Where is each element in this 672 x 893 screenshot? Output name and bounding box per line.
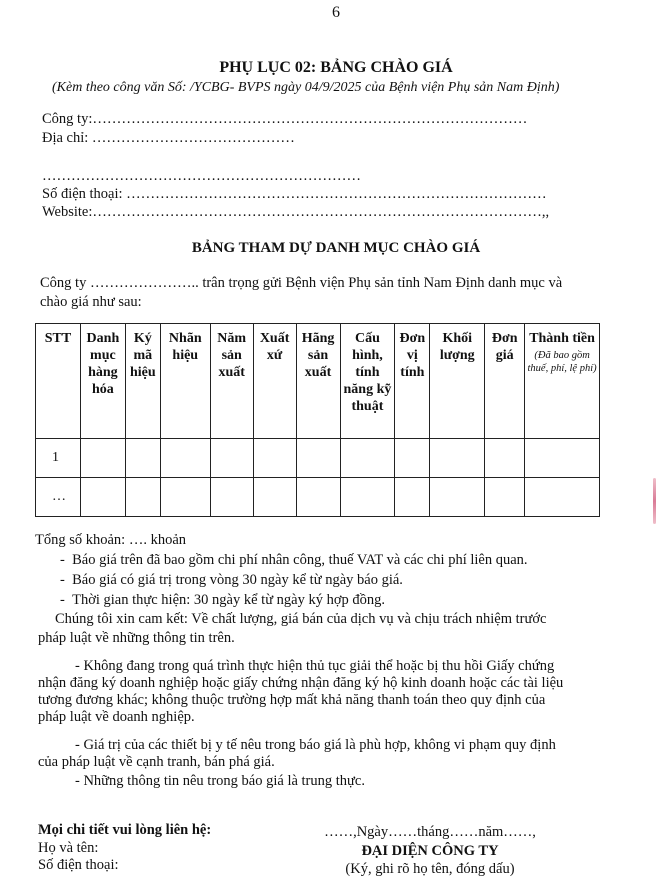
summary-bullet: - Báo giá trên đã bao gồm chi phí nhân công, thuế VAT và các chi phí liên quan.	[60, 552, 528, 568]
commitment-paragraph: pháp luật về doanh nghiệp.	[38, 709, 195, 725]
table-cell	[80, 478, 125, 517]
header-nhan-hieu: Nhãn hiệu	[160, 324, 210, 439]
table-cell	[395, 439, 430, 478]
commitment-intro-cont: pháp luật về những thông tin trên.	[38, 630, 235, 646]
pen-mark-decoration	[653, 478, 656, 524]
address-field: Địa chỉ: ……………………………………	[42, 130, 295, 146]
header-thanh-tien-label: Thành tiền	[529, 331, 595, 346]
commitment-paragraph: - Không đang trong quá trình thực hiện thủ tục giải thể hoặc bị thu hồi Giấy chứng	[75, 658, 555, 674]
signature-representative: ĐẠI DIỆN CÔNG TY	[361, 843, 499, 859]
table-cell	[160, 439, 210, 478]
contact-phone: Số điện thoại:	[38, 857, 119, 873]
summary-bullet-text: Báo giá có giá trị trong vòng 30 ngày kể từ ngày báo giá.	[72, 572, 403, 588]
summary-bullet: - Thời gian thực hiện: 30 ngày kể từ ngày ký hợp đồng.	[60, 592, 386, 608]
contact-name: Họ và tên:	[38, 840, 99, 856]
address-continuation: …………………………………………………………	[42, 168, 361, 184]
header-khoi-luong: Khối lượng	[430, 324, 485, 439]
phone-field: Số điện thoại: ……………………………………………………………………………	[42, 186, 547, 202]
section-title: BẢNG THAM DỰ DANH MỤC CHÀO GIÁ	[191, 240, 481, 256]
header-thanh-tien-note: (Đã bao gồm thuế, phí, lệ phí)	[527, 350, 597, 374]
table-cell	[210, 478, 253, 517]
header-don-gia: Đơn giá	[485, 324, 525, 439]
commitment-paragraph: nhận đăng ký doanh nghiệp hoặc giấy chứng nhận đăng ký hộ kinh doanh hoặc các tài liệu	[38, 675, 564, 691]
row-stt: …	[36, 478, 81, 517]
commitment-paragraph: của pháp luật về cạnh tranh, bán phá giá.	[38, 754, 275, 770]
page-subtitle: (Kèm theo công văn Số: /YCBG- BVPS ngày 04/9/2025 của Bệnh viện Phụ sản Nam Định)	[52, 80, 560, 95]
commitment-paragraph: - Những thông tin nêu trong báo giá là trung thực.	[75, 773, 365, 789]
commitment-intro: Chúng tôi xin cam kết: Về chất lượng, giá bán của dịch vụ và chịu trách nhiệm trước	[55, 611, 547, 627]
header-stt: STT	[36, 324, 81, 439]
contact-heading: Mọi chi tiết vui lòng liên hệ:	[38, 822, 212, 838]
header-don-vi-tinh: Đơn vị tính	[395, 324, 430, 439]
total-items: Tổng số khoản: …. khoản	[35, 532, 187, 548]
table-cell	[253, 478, 296, 517]
table-cell	[430, 478, 485, 517]
table-cell	[160, 478, 210, 517]
table-cell	[296, 439, 340, 478]
header-cau-hinh: Cấu hình, tính năng kỹ thuật	[340, 324, 395, 439]
table-cell	[125, 439, 160, 478]
table-cell	[253, 439, 296, 478]
header-danh-muc: Danh mục hàng hóa	[80, 324, 125, 439]
table-cell	[525, 439, 600, 478]
table-cell	[430, 439, 485, 478]
summary-bullet: - Báo giá có giá trị trong vòng 30 ngày kể từ ngày báo giá.	[60, 572, 403, 588]
row-stt: 1	[36, 439, 81, 478]
header-xuat-xu: Xuất xứ	[253, 324, 296, 439]
header-nam-san-xuat: Năm sản xuất	[210, 324, 253, 439]
table-cell	[485, 478, 525, 517]
table-row	[36, 439, 600, 478]
page-number: 6	[332, 4, 340, 21]
commitment-paragraph: tương đương khác; không thuộc trường hợp mất khả năng thanh toán theo quy định của	[38, 692, 546, 708]
commitment-paragraph: - Giá trị của các thiết bị y tế nêu trong báo giá là phù hợp, không vi phạm quy định	[75, 737, 556, 753]
table-cell	[485, 439, 525, 478]
quote-table	[35, 323, 600, 517]
summary-bullet-text: Thời gian thực hiện: 30 ngày kể từ ngày ký hợp đồng.	[72, 592, 386, 608]
website-field: Website:…………………………………………………………………………………,,	[42, 204, 550, 220]
header-thanh-tien	[525, 324, 600, 439]
header-ky-ma-hieu: Ký mã hiệu	[125, 324, 160, 439]
table-header-row	[36, 324, 600, 439]
company-field: Công ty:………………………………………………………………………………	[42, 111, 528, 127]
table-cell	[340, 439, 395, 478]
header-hang-san-xuat: Hãng sản xuất	[296, 324, 340, 439]
table-cell	[125, 478, 160, 517]
intro-line-2: chào giá như sau:	[40, 294, 142, 310]
table-cell	[296, 478, 340, 517]
table-cell	[80, 439, 125, 478]
signature-instruction: (Ký, ghi rõ họ tên, đóng dấu)	[345, 861, 515, 877]
table-cell	[340, 478, 395, 517]
page-title: PHỤ LỤC 02: BẢNG CHÀO GIÁ	[219, 59, 453, 76]
summary-bullet-text: Báo giá trên đã bao gồm chi phí nhân công, thuế VAT và các chi phí liên quan.	[72, 552, 528, 568]
table-cell	[395, 478, 430, 517]
intro-line-1: Công ty ………………….. trân trọng gửi Bệnh viện Phụ sản tỉnh Nam Định danh mục và	[40, 275, 563, 291]
table-cell	[525, 478, 600, 517]
table-cell	[210, 439, 253, 478]
table-row	[36, 478, 600, 517]
signature-date: ……,Ngày……tháng……năm……,	[324, 824, 536, 840]
